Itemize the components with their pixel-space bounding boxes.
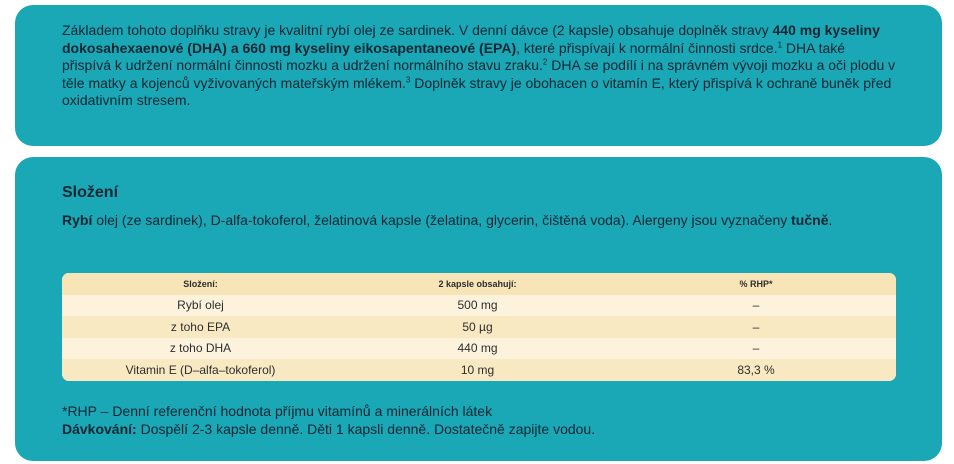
table-header-cell: Složení: [183,278,218,289]
table-cell: 10 mg [460,362,495,377]
composition-title: Složení [62,184,119,201]
table-cell: Vitamin E (D–alfa–tokoferol) [125,362,276,377]
footnote-ref-2: 2 [542,57,548,67]
intro-text-1: Základem tohoto doplňku stravy je kvalitní rybí olej ze sardinek. V denní dávce (2 kapsle) obsahuje doplněk stravy [62,22,773,38]
footer-notes [62,402,595,438]
table-cell: – [752,341,760,356]
intro-bold-dha-epa: 440 mg kyseliny dokosahexaenové (DHA) a 660 mg kyseliny eikosapentaneové (EPA) [62,22,880,56]
table-row [62,295,896,317]
footnote-ref-3: 3 [405,74,411,84]
table-cell: 50 µg [462,319,493,334]
ingredients-end: . [828,212,833,228]
table-cell: 440 mg [457,341,498,356]
dosage-line [62,420,595,438]
intro-panel [15,5,942,146]
dosage-label: Dávkování: [62,421,137,437]
ingredients-bold-word: tučně [791,212,829,228]
intro-text-3: DHA také přispívá k udržení normální činnosti mozku a udržení normálního stavu zraku. [62,39,846,73]
table-row [62,359,896,381]
intro-text-5: Doplněk stravy je obohacen o vitamín E, který přispívá k ochraně buněk před oxidativním stresem. [62,74,892,108]
intro-text-4: DHA se podílí i na správném vývoji mozku a oči plodu v těle matky a kojenců vyživovaných mateřským mlékem. [62,57,896,91]
table-cell: 500 mg [457,298,498,313]
dosage-text: Dospělí 2-3 kapsle denně. Děti 1 kapsli denně. Dostatečně zapijte vodou. [136,421,596,437]
ingredients-allergen-bold: Rybí [62,212,93,228]
rhp-note: *RHP – Denní referenční hodnota příjmu vitamínů a minerálních látek [62,403,493,419]
table-cell: 83,3 % [737,362,775,377]
table-cell: z toho EPA [170,319,231,334]
table-cell: Rybí olej [177,298,224,313]
table-header-row [62,273,896,295]
composition-panel [15,157,942,461]
footnote-ref-1: 1 [777,39,783,49]
ingredients-text [62,211,896,229]
table-row [62,316,896,338]
nutrition-table [62,273,896,381]
intro-paragraph [62,22,896,110]
table-cell: – [752,298,760,313]
table-cell: z toho DHA [169,341,232,356]
table-header-cell: % RHP* [739,278,773,289]
intro-text-2: , které přispívají k normální činnosti srdce. [516,39,778,56]
table-row [62,338,896,360]
table-cell: – [752,319,760,334]
table-header-cell: 2 kapsle obsahují: [438,278,517,289]
ingredients-list: olej (ze sardinek), D-alfa-tokoferol, želatinová kapsle (želatina, glycerin, čištěná voda). Alergeny jsou vyznačeny [92,212,792,228]
